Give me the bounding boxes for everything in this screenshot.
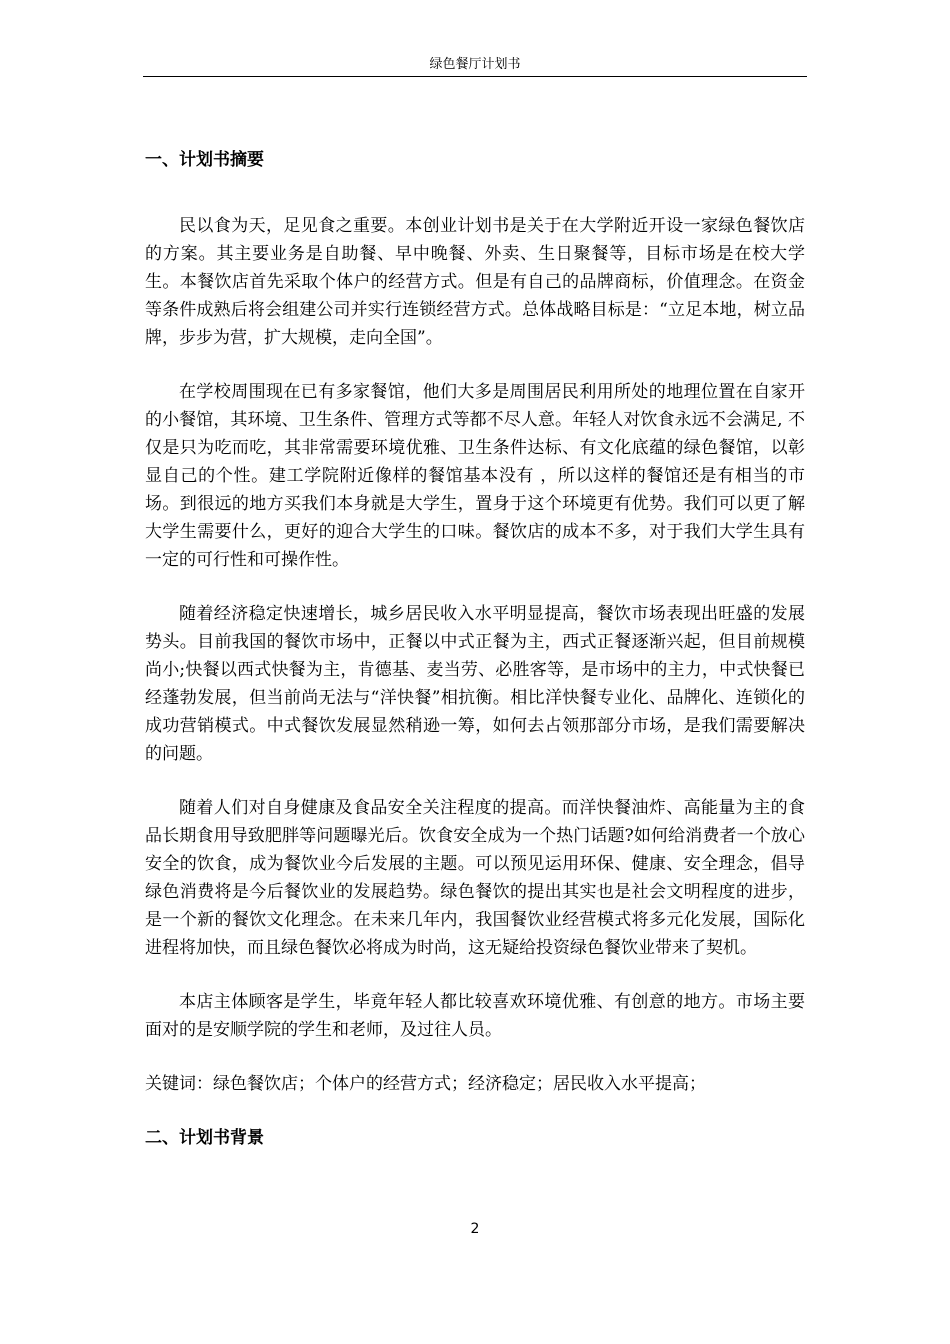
section-heading-background: 二、计划书背景 <box>145 1128 264 1148</box>
page-header-title: 绿色餐厅计划书 <box>429 57 521 72</box>
document-body <box>145 146 805 1152</box>
paragraph-4: 随着人们对自身健康及食品安全关注程度的提高。而洋快餐油炸、高能量为主的食品长期食用导致肥胖等问题曝光后。饮食安全成为一个热门话题?如何给消费者一个放心安全的饮食，成为餐饮业今后发展的主题。可以预见运用环保、健康、安全理念，倡导绿色消费将是今后餐饮业的发展趋势。绿色餐饮的提出其实也是社会文明程度的进步，是一个新的餐饮文化理念。在未来几年内，我国餐饮业经营模式将多元化发展，国际化进程将加快，而且绿色餐饮必将成为时尚，这无疑给投资绿色餐饮业带来了契机。 <box>145 798 805 958</box>
keywords-line: 关键词：绿色餐饮店；个体户的经营方式；经济稳定；居民收入水平提高； <box>145 1074 706 1094</box>
paragraph-1: 民以食为天，足见食之重要。本创业计划书是关于在大学附近开设一家绿色餐饮店的方案。其主要业务是自助餐、早中晚餐、外卖、生日聚餐等，目标市场是在校大学生。本餐饮店首先采取个体户的经营方式。但是有自己的品牌商标，价值理念。在资金等条件成熟后将会组建公司并实行连锁经营方式。总体战略目标是：“立足本地，树立品牌，步步为营，扩大规模，走向全国”。 <box>145 216 805 348</box>
header-divider <box>143 76 807 77</box>
paragraph-2: 在学校周围现在已有多家餐馆，他们大多是周围居民利用所处的地理位置在自家开的小餐馆，其环境、卫生条件、管理方式等都不尽人意。年轻人对饮食永远不会满足, 不仅是只为吃而吃，其非常需要环境优雅、卫生条件达标、有文化底蕴的绿色餐馆，以彰显自己的个性。建工学院附近像样的餐馆基本没有 ，所以这样的餐馆还是有相当的市场。到很远的地方买我们本身就是大学生，置身于这个环境更有优势。我们可以更了解大学生需要什么，更好的迎合大学生的口味。餐饮店的成本不多，对于我们大学生具有一定的可行性和可操作性。 <box>145 382 805 570</box>
paragraph-5: 本店主体顾客是学生，毕竟年轻人都比较喜欢环境优雅、有创意的地方。市场主要面对的是安顺学院的学生和老师，及过往人员。 <box>145 992 805 1040</box>
section-heading-summary: 一、计划书摘要 <box>145 150 264 170</box>
paragraph-3: 随着经济稳定快速增长，城乡居民收入水平明显提高，餐饮市场表现出旺盛的发展势头。目前我国的餐饮市场中，正餐以中式正餐为主，西式正餐逐渐兴起，但目前规模尚小;快餐以西式快餐为主，肯德基、麦当劳、必胜客等，是市场中的主力，中式快餐已经蓬勃发展，但当前尚无法与“洋快餐”相抗衡。相比洋快餐专业化、品牌化、连锁化的成功营销模式。中式餐饮发展显然稍逊一筹，如何去占领那部分市场，是我们需要解决的问题。 <box>145 604 805 764</box>
page-number: 2 <box>470 1221 480 1237</box>
